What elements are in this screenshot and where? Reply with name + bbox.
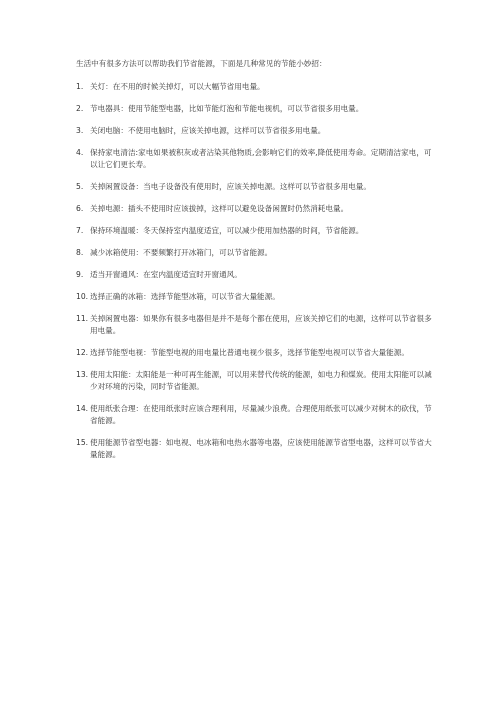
list-item-number: 13. — [76, 370, 89, 379]
list-item-text: 选择节能型电视：节能型电视的用电量比普通电视少很多，选择节能型电视可以节省大量能源。 — [90, 348, 409, 357]
list-item — [76, 203, 434, 215]
energy-saving-list — [76, 81, 434, 461]
list-item — [76, 125, 434, 137]
list-item-text: 关掉闲置设备：当电子设备没有使用时，应该关掉电源。这样可以节省很多用电量。 — [90, 182, 371, 191]
list-item-number: 1. — [76, 82, 84, 91]
list-item-text: 保持环境温暖：冬天保持室内温度适宜，可以减少使用加热器的时间，节省能源。 — [90, 226, 364, 235]
list-item-number: 6. — [76, 204, 84, 213]
list-item — [76, 269, 434, 281]
list-item-number: 15. — [76, 438, 89, 447]
list-item — [76, 181, 434, 193]
list-item — [76, 437, 434, 461]
list-item — [76, 247, 434, 259]
list-item — [76, 313, 434, 337]
list-item — [76, 291, 434, 303]
list-item — [76, 369, 434, 393]
list-item-number: 2. — [76, 104, 84, 113]
list-item-number: 5. — [76, 182, 84, 191]
list-item-text: 保持家电清洁:家电如果被积灰或者沾染其他物质,会影响它们的效率,降低使用寿命。定期清洁家电，可以让它们更长寿。 — [90, 148, 432, 169]
list-item — [76, 347, 434, 359]
list-item-text: 使用纸张合理：在使用纸张时应该合理利用，尽量减少浪费。合理使用纸张可以减少对树木的砍伐，节省能源。 — [90, 404, 432, 425]
list-item-number: 11. — [76, 314, 89, 323]
list-item-text: 节电器具：使用节能型电器，比如节能灯泡和节能电视机，可以节省很多用电量。 — [90, 104, 364, 113]
list-item-text: 选择正确的冰箱：选择节能型冰箱，可以节省大量能源。 — [90, 292, 280, 301]
list-item-number: 3. — [76, 126, 84, 135]
list-item-text: 使用能源节省型电器：如电视、电冰箱和电热水器等电器，应该使用能源节省型电器，这样可以节省大量能源。 — [90, 438, 432, 459]
list-item — [76, 103, 434, 115]
list-item-number: 8. — [76, 248, 84, 257]
list-item-text: 关掉电源：插头不使用时应该拔掉，这样可以避免设备闲置时仍然消耗电量。 — [90, 204, 349, 213]
list-item-text: 关闭电脑：不使用电脑时，应该关掉电源，这样可以节省很多用电量。 — [90, 126, 326, 135]
list-item-number: 10. — [76, 292, 89, 301]
list-item-number: 7. — [76, 226, 84, 235]
list-item-text: 使用太阳能：太阳能是一种可再生能源，可以用来替代传统的能源，如电力和煤炭。使用太阳能可以减少对环境的污染，同时节省能源。 — [90, 370, 432, 391]
list-item — [76, 81, 434, 93]
list-item-text: 关掉闲置电器：如果你有很多电器但是并不是每个都在使用，应该关掉它们的电源，这样可以节省很多用电量。 — [90, 314, 432, 335]
list-item — [76, 225, 434, 237]
intro-paragraph: 生活中有很多方法可以帮助我们节省能源，下面是几种常见的节能小妙招： — [76, 59, 327, 68]
list-item-number: 9. — [76, 270, 84, 279]
list-item — [76, 403, 434, 427]
list-item-number: 14. — [76, 404, 89, 413]
list-item-number: 12. — [76, 348, 89, 357]
document-content — [76, 58, 434, 471]
list-item-text: 关灯：在不用的时候关掉灯，可以大幅节省用电量。 — [90, 82, 265, 91]
list-item-text: 减少冰箱使用：不要频繁打开冰箱门，可以节省能源。 — [90, 248, 273, 257]
list-item-number: 4. — [76, 148, 84, 157]
list-item-text: 适当开窗通风：在室内温度适宜时开窗通风。 — [90, 270, 242, 279]
list-item — [76, 147, 434, 171]
